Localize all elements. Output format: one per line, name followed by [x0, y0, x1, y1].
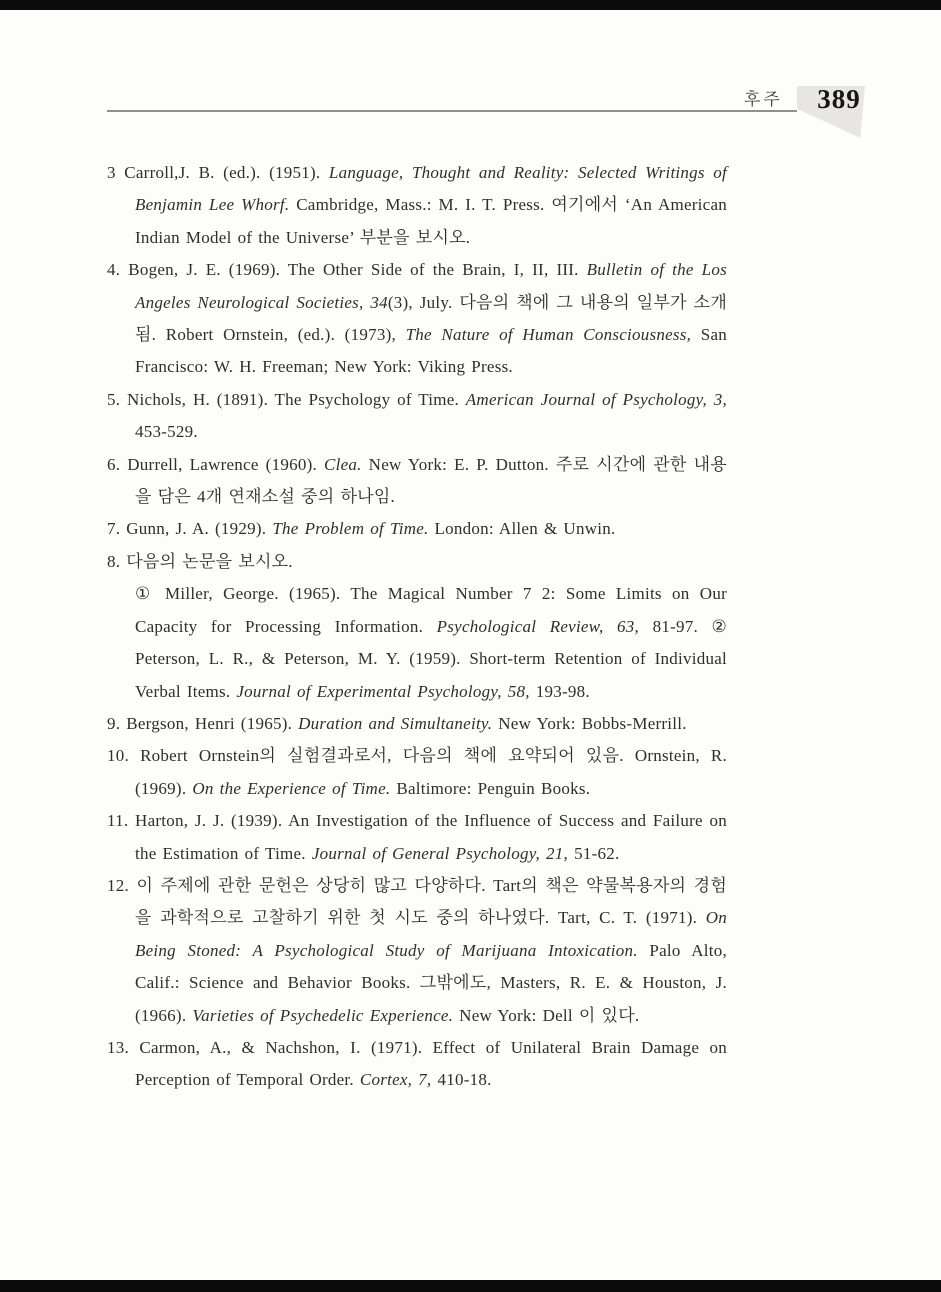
reference-item: [107, 1032, 727, 1097]
reference-text: 81-97. ② Peterson, L. R., & Peterson, M. Y. (1959). Short-term Retention of Individual Verbal Items.: [135, 616, 727, 701]
reference-text: 이 주제에 관한 문헌은 상당히 많고 다양하다. Tart의 책은 약물복용자의 경험을 과학적으로 고찰하기 위한 첫 시도 중의 하나였다. Tart, C. T. (1971).: [135, 875, 727, 928]
reference-text: Cambridge, Mass.: M. I. T. Press. 여기에서 ‘An American Indian Model of the Universe’ 부분을 보시오.: [135, 195, 727, 247]
reference-text: New York: Bobbs-Merrill.: [492, 713, 687, 733]
reference-number: 6.: [107, 454, 128, 474]
reference-text: ① Miller, George. (1965). The Magical Number 7 2: Some Limits on Our Capacity for Processing Information.: [135, 584, 727, 636]
reference-number: 8.: [107, 551, 127, 571]
reference-item: [107, 513, 727, 545]
reference-text: Bogen, J. E. (1969). The Other Side of the Brain, I, II, III.: [128, 260, 587, 280]
reference-number: 4.: [107, 260, 129, 280]
reference-text: London: Allen & Unwin.: [428, 519, 616, 539]
reference-title-italic: Clea.: [324, 454, 362, 474]
references-list: [107, 157, 727, 1097]
reference-title-italic: The Nature of Human Consciousness,: [405, 325, 692, 345]
reference-item: [107, 805, 727, 870]
reference-title-italic: American Journal of Psychology, 3,: [465, 389, 728, 409]
reference-text: New York: E. P. Dutton. 주로 시간에 관한 내용을 담은 4개 연재소설 중의 하나임.: [135, 454, 728, 507]
reference-title-italic: Psychological Review, 63,: [436, 616, 640, 636]
reference-item: [107, 157, 727, 254]
reference-number: 9.: [107, 713, 127, 733]
reference-item: [107, 254, 727, 384]
reference-item: [107, 384, 727, 449]
reference-title-italic: The Problem of Time.: [272, 519, 429, 539]
reference-text: Carmon, A., & Nachshon, I. (1971). Effect of Unilateral Brain Damage on Perception of Temporal Order.: [135, 1037, 728, 1090]
reference-text: Durrell, Lawrence (1960).: [127, 454, 325, 474]
reference-title-italic: Journal of General Psychology, 21,: [311, 843, 569, 863]
reference-item: [107, 740, 727, 805]
reference-title-italic: Cortex, 7,: [359, 1070, 432, 1090]
reference-number: 12.: [107, 875, 137, 895]
reference-text: 410-18.: [431, 1070, 492, 1090]
reference-text: Palo Alto, Calif.: Science and Behavior Books. 그밖에도, Masters, R. E. & Houston, J. (1966).: [135, 940, 727, 1025]
reference-text: Bergson, Henri (1965).: [126, 713, 299, 733]
reference-text: 51-62.: [568, 843, 620, 863]
reference-number: 10.: [107, 746, 141, 766]
reference-title-italic: Journal of Experimental Psychology, 58,: [236, 681, 530, 701]
reference-number: 11.: [107, 811, 136, 831]
reference-item: [107, 708, 727, 740]
header-rule: [107, 110, 797, 112]
reference-number: 5.: [107, 389, 128, 409]
reference-text: Carroll,J. B. (ed.). (1951).: [124, 163, 329, 182]
reference-text: Nichols, H. (1891). The Psychology of Time.: [127, 389, 466, 409]
reference-text: 다음의 논문을 보시오.: [126, 551, 293, 571]
reference-title-italic: Duration and Simultaneity.: [298, 713, 493, 733]
reference-title-italic: Varieties of Psychedelic Experience.: [192, 1005, 454, 1025]
reference-text: 453-529.: [135, 422, 198, 442]
reference-item: [107, 870, 727, 1032]
reference-text: 193-98.: [529, 681, 590, 701]
reference-title-italic: Language, Thought and Reality: Selected Writings of Benjamin Lee Whorf.: [135, 163, 727, 215]
reference-title-italic: Bulletin of the Los Angeles Neurological Societies, 34: [135, 260, 727, 312]
reference-item: [107, 546, 727, 708]
reference-text: Robert Ornstein의 실험결과로서, 다음의 책에 요약되어 있음. Ornstein, R. (1969).: [135, 746, 728, 798]
reference-text: (3), July. 다음의 책에 그 내용의 일부가 소개됨. Robert Ornstein, (ed.). (1973),: [135, 292, 727, 345]
reference-number: 7.: [107, 519, 127, 539]
running-head-section-label: 후주: [744, 90, 783, 109]
reference-title-italic: On the Experience of Time.: [192, 778, 391, 798]
reference-number: 3: [107, 163, 125, 182]
reference-text: San Francisco: W. H. Freeman; New York: Viking Press.: [135, 325, 727, 377]
reference-item: [107, 449, 727, 514]
page-bottom-edge: [0, 1280, 941, 1292]
reference-sublist: [135, 578, 727, 708]
page-top-edge: [0, 0, 941, 10]
reference-number: 13.: [107, 1037, 140, 1057]
reference-text: Gunn, J. A. (1929).: [126, 519, 273, 539]
reference-text: Harton, J. J. (1939). An Investigation of the Influence of Success and Failure on the Estimation of Time.: [135, 811, 727, 863]
reference-title-italic: On Being Stoned: A Psychological Study of Marijuana Intoxication.: [135, 908, 727, 960]
reference-text: New York: Dell 이 있다.: [453, 1005, 640, 1025]
page-number: 389: [817, 84, 861, 114]
reference-text: Baltimore: Penguin Books.: [390, 778, 591, 798]
